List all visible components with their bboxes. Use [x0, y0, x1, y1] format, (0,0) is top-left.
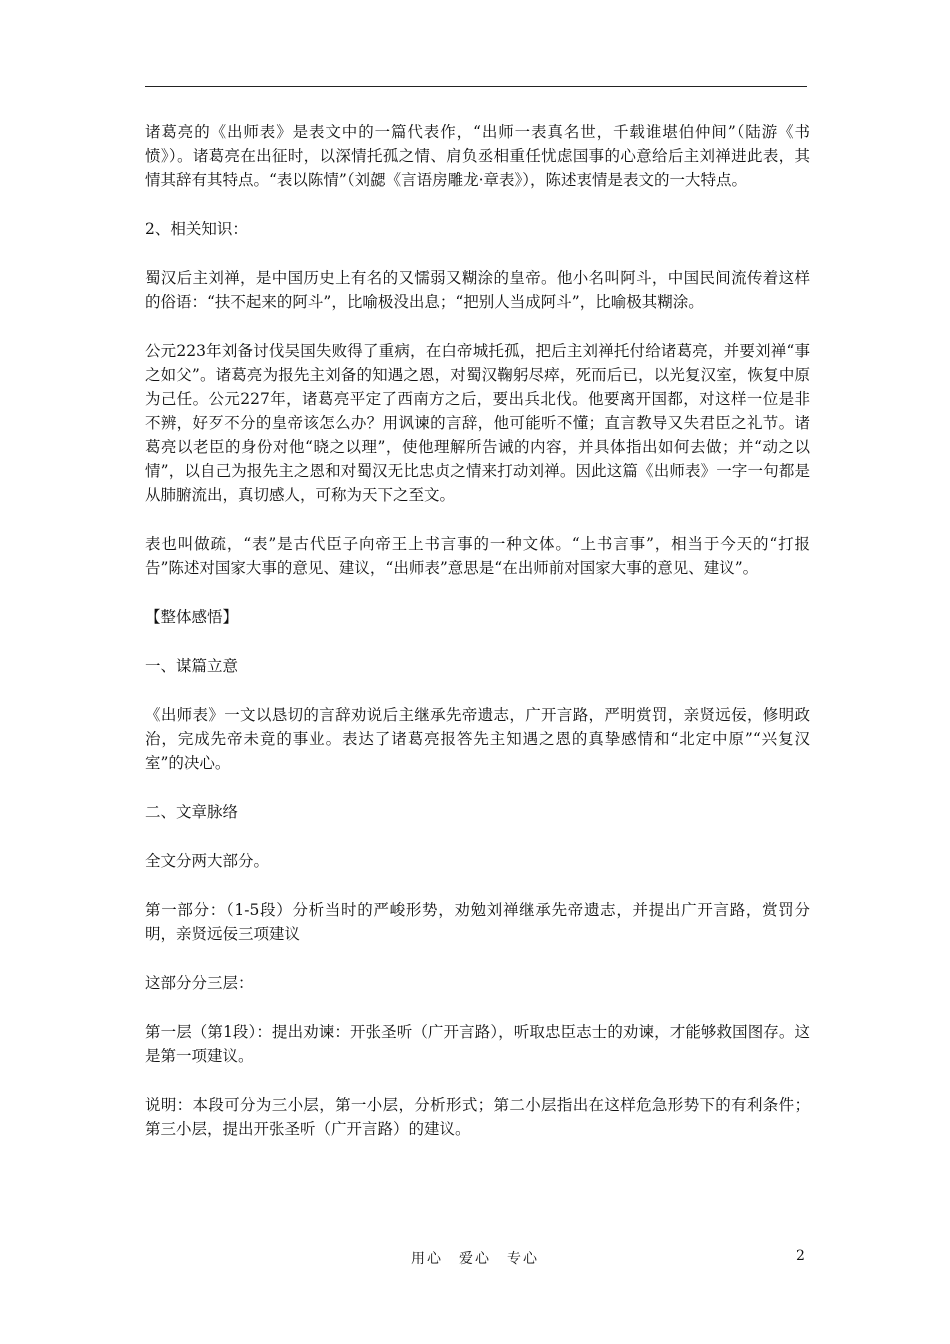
subheading-structure: 二、文章脉络 — [145, 803, 239, 821]
intro-paragraph: 诸葛亮的《出师表》是表文中的一篇代表作，“出师一表真名世，千载谁堪伯仲间”（陆游《书愤》）。诸葛亮在出征时，以深情托孤之情、肩负丞相重任忧虑国事的心意给后主刘禅进此表，其情其辞有其特点。“表以陈情”（刘勰《言语房雕龙·章表》），陈述衷情是表文的一大特点。 — [145, 123, 810, 189]
paragraph-explanation: 说明：本段可分为三小层，第一小层，分析形式；第二小层指出在这样危急形势下的有利条件；第三小层，提出开张圣听（广开言路）的建议。 — [145, 1096, 810, 1138]
paragraph-three-layers: 这部分分三层： — [145, 974, 254, 992]
document-body — [145, 120, 810, 1166]
subheading-theme: 一、谋篇立意 — [145, 657, 239, 675]
section-heading-overall: 【整体感悟】 — [145, 608, 239, 626]
paragraph-biao-definition: 表也叫做疏，“表”是古代臣子向帝王上书言事的一种文体。“上书言事”，相当于今天的“打报告”陈述对国家大事的意见、建议，“出师表”意思是“在出师前对国家大事的意见、建议”。 — [145, 535, 810, 577]
paragraph-part-one: 第一部分：（1-5段）分析当时的严峻形势，劝勉刘禅继承先帝遗志，并提出广开言路，赏罚分明，亲贤远佞三项建议 — [145, 901, 810, 943]
footer-motto: 用心 爱心 专心 — [411, 1251, 539, 1267]
paragraph-history: 公元223年刘备讨伐吴国失败得了重病，在白帝城托孤，把后主刘禅托付给诸葛亮，并要刘禅“事之如父”。诸葛亮为报先主刘备的知遇之恩，对蜀汉鞠躬尽瘁，死而后已，以光复汉室，恢复中原为己任。公元227年，诸葛亮平定了西南方之后，要出兵北伐。他要离开国都，对这样一位是非不辨，好歹不分的皇帝该怎么办？用讽谏的言辞，他可能听不懂；直言教导又失君臣之礼节。诸葛亮以老臣的身份对他“晓之以理”，使他理解所告诫的内容，并具体指出如何去做；并“动之以情”，以自己为报先主之恩和对蜀汉无比忠贞之情来打动刘禅。因此这篇《出师表》一字一句都是从肺腑流出，真切感人，可称为天下之至文。 — [145, 342, 810, 504]
paragraph-liu-shan: 蜀汉后主刘禅，是中国历史上有名的又懦弱又糊涂的皇帝。他小名叫阿斗，中国民间流传着这样的俗语：“扶不起来的阿斗”，比喻极没出息；“把别人当成阿斗”，比喻极其糊涂。 — [145, 269, 810, 311]
header-rule — [145, 86, 807, 87]
section-heading-related-knowledge: 2、相关知识： — [145, 220, 248, 238]
paragraph-layer-one: 第一层（第1段）：提出劝谏：开张圣听（广开言路），听取忠臣志士的劝谏，才能够救国图存。这是第一项建议。 — [145, 1023, 810, 1065]
paragraph-theme: 《出师表》一文以恳切的言辞劝说后主继承先帝遗志，广开言路，严明赏罚，亲贤远佞，修明政治，完成先帝未竟的事业。表达了诸葛亮报答先主知遇之恩的真挚感情和“北定中原”“兴复汉室”的决心。 — [145, 706, 810, 772]
page-number: 2 — [796, 1248, 805, 1264]
paragraph-two-parts: 全文分两大部分。 — [145, 852, 270, 870]
